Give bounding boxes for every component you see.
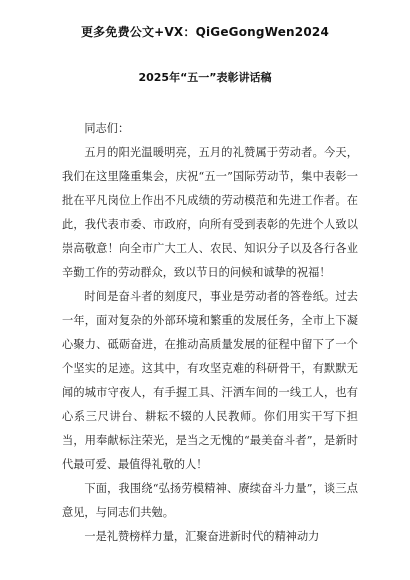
document-body — [62, 117, 358, 549]
paragraph: 五月的阳光温暖明亮，五月的礼赞属于劳动者。今天，我们在这里隆重集会，庆祝“五一”国际劳动节，集中表彰一批在平凡岗位上作出不凡成绩的劳动模范和先进工作者。在此，我代表市委、市政府，向所有受到表彰的先进个人致以崇高敬意！向全市广大工人、农民、知识分子以及各行各业辛勤工作的劳动群众，致以节日的问候和诚挚的祝福！ — [62, 146, 358, 279]
salutation: 同志们： — [84, 122, 130, 135]
paragraph: 下面，我围绕“弘扬劳模精神、赓续奋斗力量”，谈三点意见，与同志们共勉。 — [62, 482, 358, 519]
watermark-header: 更多免费公文+VX：QiGeGongWen2024 — [80, 25, 329, 39]
paragraph: 时间是奋斗者的刻度尺，事业是劳动者的答卷纸。过去一年，面对复杂的外部环境和繁重的发展任务，全市上下凝心聚力、砥砺奋进，在推动高质量发展的征程中留下了一个个坚实的足迹。这其中，有攻坚克难的科研骨干，有默默无闻的城市守夜人，有手握工具、汗洒车间的一线工人，也有心系三尺讲台、耕耘不辍的人民教师。你们用实干写下担当，用奉献标注荣光，是当之无愧的“最美奋斗者”，是新时代最可爱、最值得礼敬的人！ — [62, 290, 358, 471]
document-title: 2025年“五一”表彰讲话稿 — [138, 71, 272, 84]
section-heading: 一是礼赞榜样力量，汇聚奋进新时代的精神动力 — [84, 530, 320, 543]
